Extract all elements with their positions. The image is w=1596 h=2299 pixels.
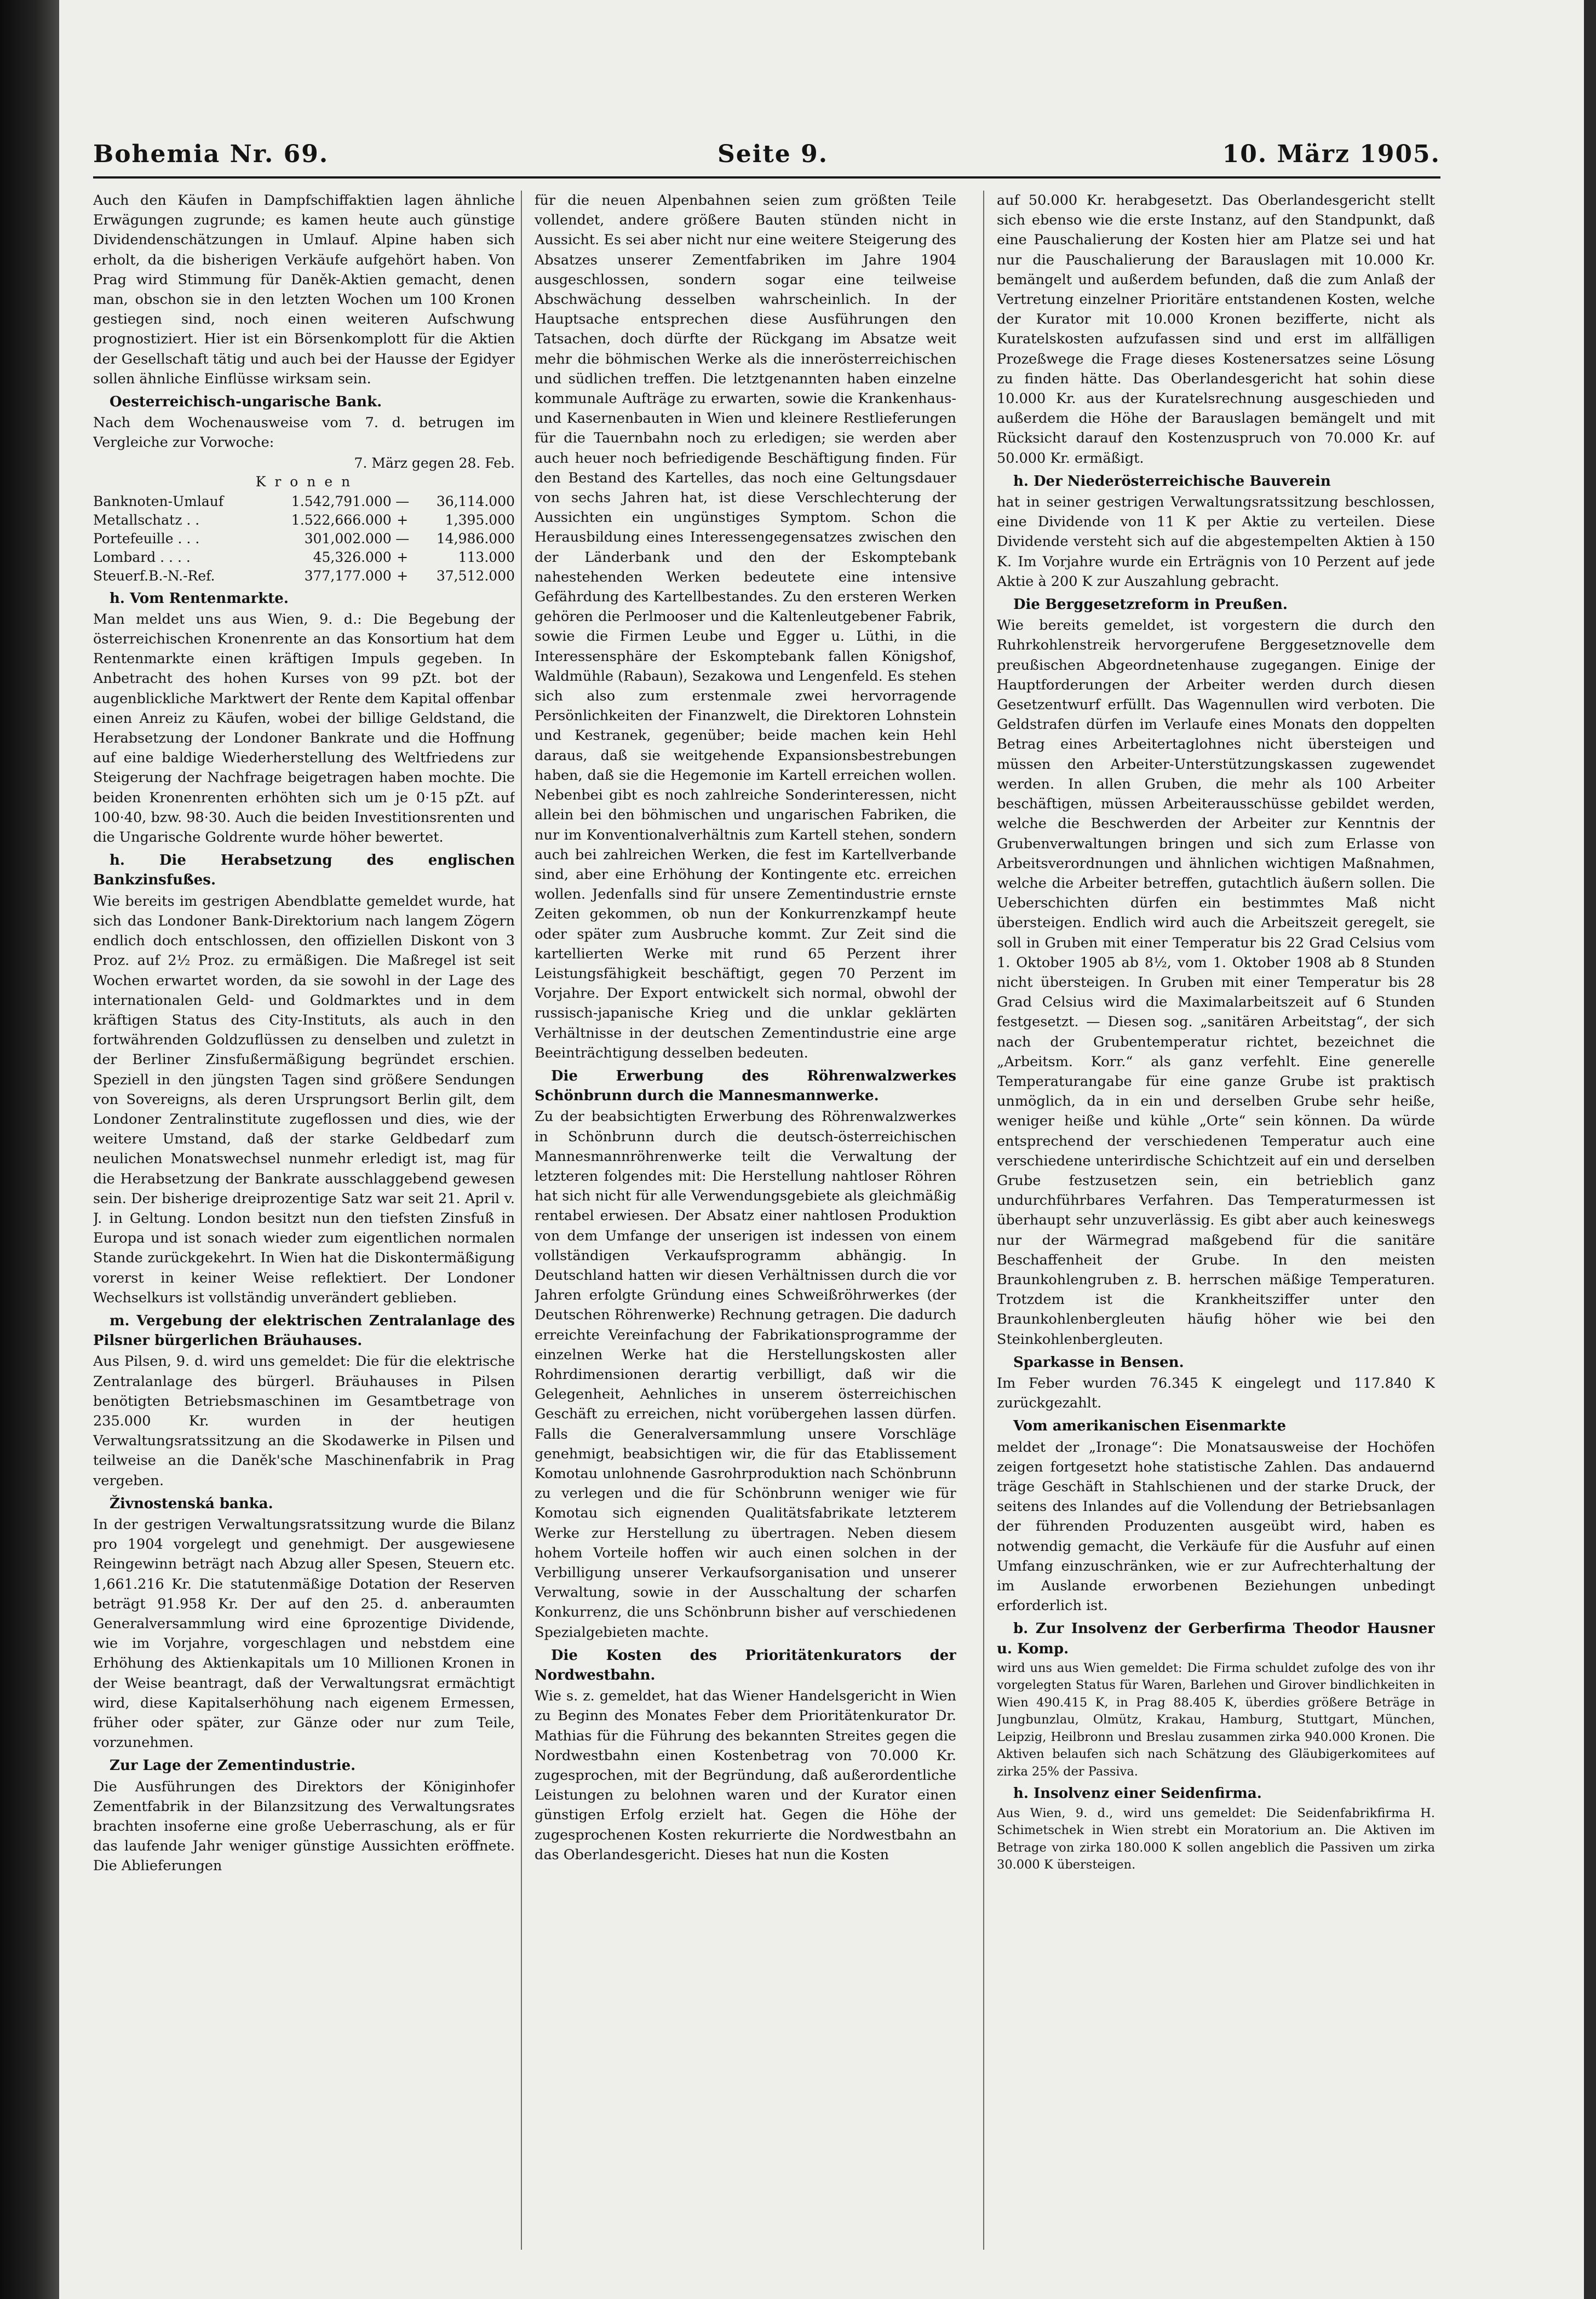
heading-pilsner-braeuhaus: m. Vergebung der elektrischen Zentralanlage des Pilsner bürgerlichen Bräuhauses. xyxy=(93,1312,515,1349)
article-eisenmarkt: meldet der „Ironage“: Die Monatsausweise der Hochöfen zeigen fortgesetzt hohe statistische Zahlen. Das andauernd träge Geschäft in Stahlschienen und der starke Druck, der seitens des Inlandes auf die Vollendung der Betriebsanlagen der führenden Produzenten ausgeübt wird, haben es notwendig gemacht, die Verkäufe für die Ausfuhr auf einen Umfang einzuschränken, wie er zur Aufrechterhaltung der im Auslande erworbenen Beziehungen unbedingt erforderlich ist. xyxy=(997,1439,1435,1614)
page-header xyxy=(93,136,1440,180)
article-bankzinsfuss: Wie bereits im gestrigen Abendblatte gemeldet wurde, hat sich das Londoner Bank-Direktorium nach langem Zögern endlich doch entschlossen, den offiziellen Diskont von 3 Proz. auf 2½ Proz. zu ermäßigen. Die Maßregel ist seit Wochen erwartet worden, da sie sowohl in der Lage des internationalen Geld- und Goldmarktes und in dem kräftigen Status des City-Instituts, als auch in den fortwährenden Goldzuflüssen zu denselben und zuletzt in der Berliner Zinsfußermäßigung begründet erschien. Speziell in den jüngsten Tagen sind größere Sendungen von Sovereigns, als deren Ursprungsort Berlin gilt, dem Londoner Zentralinstitute zugeflossen und dies, wie der weitere Umstand, daß der starke Geldbedarf zum neulichen Monatswechsel nunmehr erledigt ist, mag für die Herabsetzung der Bankrate ausschlaggebend gewesen sein. Der bisherige dreiprozentige Satz war seit 21. April v. J. in Geltung. London besitzt nun den tiefsten Zinsfuß in Europa und ist sonach wieder zum eigentlichen normalen Stande zurückgekehrt. In Wien hat die Diskontermäßigung vorerst in keiner Weise reflektiert. Der Londoner Wechselkurs ist vollständig unverändert geblieben. xyxy=(93,893,515,1306)
heading-oesterr-ungar-bank: Oesterreichisch-ungarische Bank. xyxy=(110,394,382,411)
heading-sparkasse-bensen: Sparkasse in Bensen. xyxy=(1013,1354,1184,1371)
table-row xyxy=(93,548,515,567)
table-row xyxy=(93,492,515,511)
article-zementindustrie-cont: für die neuen Alpenbahnen seien zum größten Teile vollendet, andere größere Bauten stünden nicht in Aussicht. Es sei aber nicht nur eine weitere Steigerung des Absatzes unserer Zementfabriken im Jahre 1904 ausgeschlossen, sondern sogar eine teilweise Abschwächung desselben wahrscheinlich. In der Hauptsache entsprechen diese Ausführungen den Tatsachen, doch dürfte der Rückgang im Absatze weit mehr die böhmischen Werke als die innerösterreichischen und südlichen treffen. Die letztgenannten haben einzelne kommunale Aufträge zu erwarten, sowie die Krankenhaus- und Kasernenbauten in Wien und kleinere Restlieferungen für die Tauernbahn noch zu erledigen; sie werden aber auch heuer noch befriedigende Beschäftigung finden. Für den Bestand des Kartelles, das noch eine Geltungsdauer von sechs Jahren hat, ist diese Verschlechterung der Aussichten ein ungünstiges Symptom. Schon die Herausbildung eines Interessengegensatzes zwischen den der Länderbank und den der Eskomptebank nahestehenden Werken bedeutete eine intensive Gefährdung des Kartellbestandes. Zu den ersteren Werken gehören die Perlmooser und die Kaltenleutgebener Fabrik, sowie die Firmen Leube und Egger u. Lüthi, in die Interessensphäre der Eskomptebank fallen Königshof, Waldmühle (Rabaun), Sezakowa und Lengenfeld. Es stehen sich also zum erstenmale zwei hervorragende Persönlichkeiten der Finanzwelt, die Direktoren Lohnstein und Kestranek, gegenüber; beide machen kein Hehl daraus, daß sie weitgehende Expansionsbestrebungen haben, daß sie die Hegemonie im Kartell erreichen wollen. Nebenbei gibt es noch zahlreiche Sonderinteressen, nicht allein bei den böhmischen und ungarischen Fabriken, die nur im Konventionalverhältnis zum Kartell stehen, sondern auch bei zahlreichen Werken, die fest im Kartellverbande sind, aber eine Erhöhung der Kontingente etc. erreichen wollen. Jedenfalls sind für unsere Zementindustrie ernste Zeiten gekommen, ob nun der Konkurrenzkampf heute oder später zum Ausbruche kommt. Zur Zeit sind die kartellierten Werke mit rund 65 Perzent ihrer Leistungsfähigkeit beschäftigt, gegen 70 Perzent im Vorjahre. Der Export entwickelt sich normal, obwohl der russisch-japanische Krieg und die unklar geklärten Verhältnisse in der deutschen Zementindustrie eine arge Beeinträchtigung desselben bedeuten. xyxy=(535,192,956,1061)
heading-noe-bauverein: h. Der Niederösterreichische Bauverein xyxy=(1013,473,1331,490)
article-prioritaetenkurator: Wie s. z. gemeldet, hat das Wiener Handelsgericht in Wien zu Beginn des Monates Feber dem Prioritätenkurator Dr. Mathias für die Führung des bekannten Streites gegen die Nordwestbahn einen Kostenbetrag von 70.000 Kr. zugesprochen, mit der Begründung, daß außerordentliche Leistungen zu belohnen waren und der Kurator einen günstigen Erfolg erzielt hat. Gegen die Höhe der zugesprochenen Kosten rekurrierte die Nordwestbahn an das Oberlandesgericht. Dieses hat nun die Kosten xyxy=(535,1688,956,1863)
header-rule xyxy=(93,176,1440,179)
row-sign: + xyxy=(397,567,409,584)
column-1 xyxy=(93,191,515,2272)
heading-roehrenwalzwerk: Die Erwerbung des Röhrenwalzwerkes Schönbrunn durch die Mannesmannwerke. xyxy=(535,1067,956,1105)
column-3 xyxy=(997,191,1435,2272)
column-divider-1 xyxy=(521,191,522,2250)
row-sign: — xyxy=(395,530,410,547)
row-sign: — xyxy=(395,493,410,509)
heading-eisenmarkt: Vom amerikanischen Eisenmarkte xyxy=(1013,1418,1287,1435)
table-row xyxy=(93,530,515,548)
row-change: 14,986.000 xyxy=(436,530,515,547)
bank-intro: Nach dem Wochenausweise vom 7. d. betrugen im Vergleiche zur Vorwoche: xyxy=(93,415,515,451)
row-value: 377,177.000 xyxy=(304,567,392,584)
row-label: Portefeuille . . . xyxy=(93,530,200,547)
article-zivnostenska-banka: In der gestrigen Verwaltungsratssitzung wurde die Bilanz pro 1904 vorgelegt und genehmigt. Der ausgewiesene Reingewinn beträgt nach Abzug aller Spesen, Steuern etc. 1,661.216 Kr. Die statutenmäßige Dotation der Reserven beträgt 91.958 Kr. Der auf den 25. d. anberaumten Generalversammlung wird eine 6prozentige Dividende, wie im Vorjahre, vorgeschlagen und nebstdem eine Erhöhung des Aktienkapitals um 10 Millionen Kronen in der Weise beantragt, daß der Verwaltungsrat ermächtigt wird, diese Kapitalserhöhung nach eigenem Ermessen, früher oder später, zur Gänze oder nur zum Teile, vorzunehmen. xyxy=(93,1516,515,1751)
article-roehrenwalzwerk: Zu der beabsichtigten Erwerbung des Röhrenwalzwerkes in Schönbrunn durch die deutsch-österreichischen Mannesmannröhrenwerke teilt die Verwaltung der letzteren folgendes mit: Die Herstellung nahtloser Röhren hat sich nicht für alle Verwendungsgebiete als gleichmäßig rentabel erwiesen. Der Absatz einer nahtlosen Produktion von dem Umfange der unserigen ist indessen von einem vollständigen Verkaufsprogramm abhängig. In Deutschland hatten wir diesen Verhältnissen durch die vor Jahren erfolgte Gründung eines Schweißröhrwerkes (der Deutschen Röhrenwerke) Rechnung getragen. Die dadurch erreichte Vereinfachung der Fabrikationsprogramme der einzelnen Werke hat die Herstellungskosten aller Rohrdimensionen derartig verbilligt, daß wir die Gelegenheit, Aehnliches in unserem österreichischen Geschäft zu erreichen, nicht vorübergehen lassen dürfen. Falls die Generalversammlung unsere Vorschläge genehmigt, beabsichtigen wir, die für das Etablissement Komotau unlohnende Gasrohrproduktion nach Schönbrunn zu verlegen und die für Schönbrunn weniger wie für Komotau sich eignenden Qualitätsfabrikate letzterem Werke zur Herstellung zu übertragen. Neben diesem hohem Vorteile hoffen wir auch einen solchen in der Verbilligung unserer Verkaufsorganisation und unserer Verwaltung, sowie in der Ausschaltung der scharfen Konkurrenz, die uns Schönbrunn bisher auf verschiedenen Spezialgebieten machte. xyxy=(535,1108,956,1641)
article-seidenfirma: Aus Wien, 9. d., wird uns gemeldet: Die Seidenfabrikfirma H. Schimetschek in Wien strebt ein Moratorium an. Die Aktiven im Betrage von zirka 180.000 K sollen angeblich die Passiven um zirka 30.000 K übersteigen. xyxy=(997,1806,1435,1872)
row-value: 1.542,791.000 xyxy=(291,493,392,509)
row-change: 37,512.000 xyxy=(436,567,515,584)
row-label: Metallschatz . . xyxy=(93,511,200,528)
article-prioritaetenkurator-cont: auf 50.000 Kr. herabgesetzt. Das Oberlandesgericht stellt sich ebenso wie die erste Instanz, auf den Standpunkt, daß eine Pauschalierung der Kosten hier am Platze sei und hat nur die Pauschalierung der Barauslagen mit 10.000 Kr. bemängelt und außerdem befunden, daß die zum Anlaß der Vertretung einzelner Prioritäre entstandenen Kosten, welche der Kurator mit 10.000 Kronen bezifferte, nicht als Kuratelskosten aufzufassen sind und erst im allfälligen Prozeßwege die Frage dieses Kostenersatzes seine Lösung zu finden hätte. Das Oberlandesgericht hat sohin diese 10.000 Kr. aus der Kuratelsrechnung ausgeschieden und außerdem die Höhe der Barauslagen bemängelt und mit Rücksicht darauf den Kostenzuspruch von 70.000 Kr. auf 50.000 Kr. ermäßigt. xyxy=(997,192,1435,467)
scan-right-edge xyxy=(1584,0,1596,2299)
row-sign: + xyxy=(397,511,409,528)
article-zementindustrie: Die Ausführungen des Direktors der Königinhofer Zementfabrik in der Bilanzsitzung des Verwaltungsrates brachten insoferne eine große Ueberraschung, als er für das laufende Jahr weniger günstige Aussichten eröffnete. Die Ablieferungen xyxy=(93,1778,515,1875)
article-dampfschiff: Auch den Käufen in Dampfschiffaktien lagen ähnliche Erwägungen zugrunde; es kamen heute auch günstige Dividendenschätzungen in Umlauf. Alpine haben sich erholt, da die bisherigen Verkäufe aufgehört haben. Von Prag wird Stimmung für Daněk-Aktien gemacht, denen man, obschon sie in den letzten Wochen um 100 Kronen gestiegen sind, noch einen weiteren Aufschwung prognostiziert. Hier ist ein Börsenkomplott für die Aktien der Gesellschaft tätig und auch bei der Hausse der Egidyer sollen ähnliche Einflüsse wirksam sein. xyxy=(93,192,515,387)
heading-prioritaetenkurator: Die Kosten des Prioritätenkurators der Nordwestbahn. xyxy=(535,1647,956,1684)
column-2 xyxy=(535,191,956,2272)
article-sparkasse-bensen: Im Feber wurden 76.345 K eingelegt und 117.840 K zurückgezahlt. xyxy=(997,1375,1435,1412)
row-change: 113.000 xyxy=(458,549,515,565)
table-row xyxy=(93,567,515,585)
bank-table-unit: K r o n e n xyxy=(255,473,353,490)
row-label: Banknoten-Umlauf xyxy=(93,493,224,509)
scan-binding-edge xyxy=(0,0,59,2299)
article-rentenmarkt: Man meldet uns aus Wien, 9. d.: Die Begebung der österreichischen Kronenrente an das Konsortium hat dem Rentenmarkte einen kräftigen Impuls gegeben. In Anbetracht des hohen Kurses von 99 pZt. bot der augenblickliche Marktwert der Rente dem Kapital offenbar einen Anreiz zu Käufen, wobei der billige Geldstand, die Herabsetzung der Londoner Bankrate und die Hoffnung auf eine baldige Wiederherstellung des Weltfriedens zur Steigerung der Nachfrage beigetragen haben mochte. Die beiden Kronenrenten erhöhten sich um je 0·15 pZt. auf 100·40, bzw. 98·30. Auch die beiden Investitionsrenten und die Ungarische Goldrente wurde höher bewertet. xyxy=(93,611,515,846)
heading-gerberfirma: b. Zur Insolvenz der Gerberfirma Theodor Hausner u. Komp. xyxy=(997,1620,1435,1657)
row-value: 1.522,666.000 xyxy=(291,511,392,528)
row-label: Lombard . . . . xyxy=(93,549,191,565)
article-pilsner-braeuhaus: Aus Pilsen, 9. d. wird uns gemeldet: Die für die elektrische Zentralanlage des bürgerl. Bräuhauses in Pilsen benötigten Betriebsmaschinen im Gesamtbetrage von 235.000 Kr. wurden in der heutigen Verwaltungsratssitzung an die Skodawerke in Pilsen und teilweise an die Daněk'sche Maschinenfabrik in Prag vergeben. xyxy=(93,1353,515,1489)
issue-date: 10. März 1905. xyxy=(1222,140,1440,168)
row-sign: + xyxy=(397,549,409,565)
heading-rentenmarkt: h. Vom Rentenmarkte. xyxy=(110,590,289,607)
article-gerberfirma: wird uns aus Wien gemeldet: Die Firma schuldet zufolge des von ihr vorgelegten Status für Waren, Barlehen und Girover bindlichkeiten in Wien 490.415 K, in Prag 88.405 K, überdies größere Beträge in Jungbunzlau, Olmütz, Krakau, Hamburg, Stuttgart, München, Leipzig, Heilbronn und Breslau zusammen zirka 940.000 Kronen. Die Aktiven belaufen sich nach Schätzung des Gläubigerkomitees auf zirka 25% der Passiva. xyxy=(997,1660,1435,1779)
article-noe-bauverein: hat in seiner gestrigen Verwaltungsratssitzung beschlossen, eine Dividende von 11 K per Aktie zu verteilen. Diese Dividende versteht sich auf die abgestempelten Aktien à 150 K. Im Vorjahre wurde ein Erträgnis von 10 Perzent auf jede Aktie à 200 K zur Auszahlung gebracht. xyxy=(997,494,1435,590)
newspaper-page xyxy=(93,136,1440,2272)
bank-statement-table xyxy=(93,492,515,585)
bank-table-date: 7. März gegen 28. Feb. xyxy=(354,455,515,471)
page-number: Seite 9. xyxy=(717,140,829,168)
row-value: 45,326.000 xyxy=(313,549,392,565)
heading-zivnostenska-banka: Živnostenská banka. xyxy=(110,1495,273,1512)
row-change: 1,395.000 xyxy=(445,511,515,528)
masthead-issue: Bohemia Nr. 69. xyxy=(93,140,329,168)
column-divider-2 xyxy=(983,191,984,2250)
row-value: 301,002.000 xyxy=(304,530,392,547)
article-berggesetzreform: Wie bereits gemeldet, ist vorgestern die durch den Ruhrkohlenstreik hervorgerufene Berggesetznovelle dem preußischen Abgeordnetenhause zugegangen. Einige der Hauptforderungen der Arbeiter werden durch diesen Gesetzentwurf erfüllt. Das Wagennullen wird verboten. Die Geldstrafen dürfen im Verlaufe eines Monats den doppelten Betrag eines Arbeitertaglohnes nicht übersteigen und müssen den Arbeiter-Unterstützungskassen zugewendet werden. In allen Gruben, die mehr als 100 Arbeiter beschäftigen, müssen Arbeiterausschüsse gebildet werden, welche die Beschwerden der Arbeiter zur Kenntnis der Grubenverwaltungen bringen und sich zum Erlasse von Arbeitsverordnungen und ähnlichen wichtigen Maßnahmen, welche die Arbeiter betreffen, gutachtlich äußern sollen. Die Ueberschichten dürfen ein bestimmtes Maß nicht übersteigen. Endlich wird auch die Arbeitszeit geregelt, sie soll in Gruben mit einer Temperatur bis 22 Grad Celsius vom 1. Oktober 1905 ab 8½, vom 1. Oktober 1908 ab 8 Stunden nicht übersteigen. In Gruben mit einer Temperatur bis 28 Grad Celsius wird die Maximalarbeitszeit auf 6 Stunden festgesetzt. — Diesen sog. „sanitären Arbeitstag“, der sich nach der Grubentemperatur richtet, bezeichnet die „Arbeitsm. Korr.“ als ganz verfehlt. Eine generelle Temperaturangabe für eine ganze Grube ist praktisch unmöglich, da in ein und derselben Grube sehr heiße, weniger heiße und kühle „Orte“ sein können. Da würde entsprechend der verschiedenen Temperatur auch eine verschiedene unterirdische Schichtzeit auf ein und derselben Grube festzusetzen sein, ein betrieblich ganz undurchführbares Verfahren. Das Temperaturmessen ist überhaupt sehr unzuverlässig. Es gibt aber auch keineswegs nur der Wärmegrad maßgebend für die sanitäre Beschaffenheit der Grube. In den meisten Braunkohlengruben z. B. herrschen mäßige Temperaturen. Trotzdem ist die Krankheitsziffer unter den Braunkohlenbergleuten häufig höher wie bei den Steinkohlenbergleuten. xyxy=(997,617,1435,1348)
row-label: Steuerf.B.-N.-Ref. xyxy=(93,567,215,584)
table-row xyxy=(93,511,515,530)
row-change: 36,114.000 xyxy=(436,493,515,509)
heading-berggesetzreform: Die Berggesetzreform in Preußen. xyxy=(1013,596,1288,613)
heading-seidenfirma: h. Insolvenz einer Seidenfirma. xyxy=(1013,1785,1262,1802)
heading-zementindustrie: Zur Lage der Zementindustrie. xyxy=(110,1757,356,1774)
heading-bankzinsfuss: h. Die Herabsetzung des englischen Bankzinsfußes. xyxy=(93,852,515,889)
